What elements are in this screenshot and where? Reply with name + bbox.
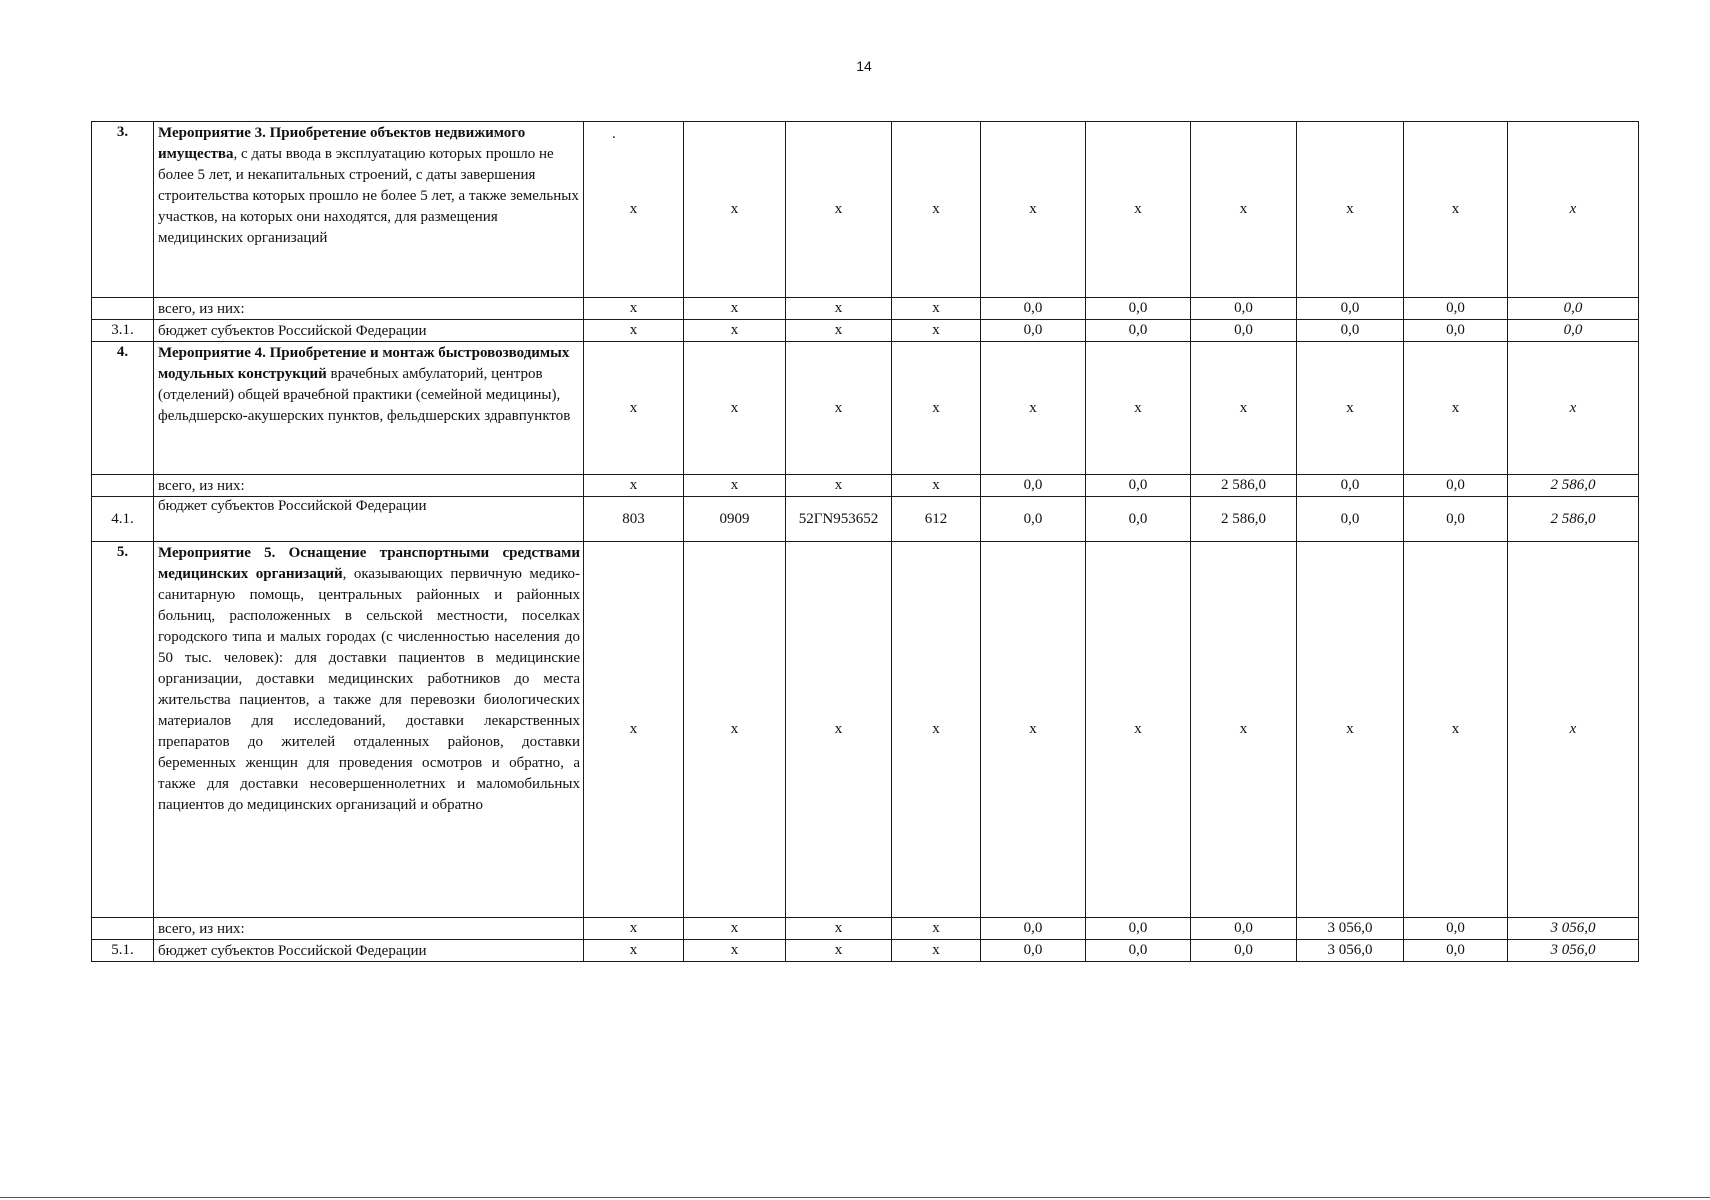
table-cell-total: x — [1508, 342, 1639, 475]
table-cell: x — [684, 542, 786, 918]
table-cell: x — [892, 342, 981, 475]
table-cell: 803 — [584, 497, 684, 542]
table-cell: x — [786, 298, 892, 320]
row-number — [92, 475, 154, 497]
table-cell-total: 3 056,0 — [1508, 940, 1639, 962]
activities-table — [91, 121, 1639, 962]
table-cell-total: x — [1508, 542, 1639, 918]
table-cell: x — [892, 122, 981, 298]
table-cell: x — [892, 918, 981, 940]
activity-text: , с даты ввода в эксплуатацию которых прошло не более 5 лет, и некапитальных строений, с даты завершения строительства которых прошло не более 5 лет, а также земельных участков, на которых они находятся, для размещения медицинских организаций — [158, 146, 579, 246]
table-cell: x — [1086, 542, 1191, 918]
table-cell: 0,0 — [981, 298, 1086, 320]
table-row-activity-4 — [92, 342, 1639, 475]
table-cell: 0,0 — [1404, 320, 1508, 342]
stray-mark: . — [612, 126, 616, 142]
table-row-total — [92, 475, 1639, 497]
table-cell: 0,0 — [1191, 918, 1297, 940]
row-number: 5.1. — [92, 940, 154, 962]
table-cell: x — [684, 122, 786, 298]
row-number: 3. — [92, 122, 154, 298]
table-cell: x — [1191, 542, 1297, 918]
table-cell: x — [786, 940, 892, 962]
table-cell: x — [584, 342, 684, 475]
table-row-budget — [92, 320, 1639, 342]
table-cell: 0,0 — [1297, 320, 1404, 342]
table-cell: x — [981, 542, 1086, 918]
table-row-budget — [92, 497, 1639, 542]
table-cell: x — [892, 542, 981, 918]
table-cell: . x — [584, 122, 684, 298]
table-cell: 0,0 — [1191, 298, 1297, 320]
row-number: 4. — [92, 342, 154, 475]
table-cell: x — [684, 940, 786, 962]
row-label: всего, из них: — [154, 475, 584, 497]
row-number: 4.1. — [92, 497, 154, 542]
table-cell: x — [1297, 122, 1404, 298]
table-cell: 0,0 — [1086, 497, 1191, 542]
table-cell: 0,0 — [1086, 320, 1191, 342]
table-row-total — [92, 918, 1639, 940]
table-cell: 0,0 — [1404, 497, 1508, 542]
row-label: всего, из них: — [154, 918, 584, 940]
table-cell: 0,0 — [1297, 497, 1404, 542]
table-cell: x — [684, 918, 786, 940]
table-row-total — [92, 298, 1639, 320]
table-cell: x — [786, 475, 892, 497]
activity-title: Мероприятие 5. Оснащение транспортными средствами медицинских организаций — [158, 545, 580, 582]
table-cell: x — [1404, 342, 1508, 475]
table-cell: 0,0 — [981, 320, 1086, 342]
table-cell: x — [1297, 342, 1404, 475]
table-cell: x — [584, 940, 684, 962]
row-number — [92, 298, 154, 320]
table-cell: 2 586,0 — [1191, 497, 1297, 542]
table-cell: 0,0 — [1297, 475, 1404, 497]
table-cell: x — [786, 342, 892, 475]
table-cell: x — [684, 342, 786, 475]
table-cell-total: 3 056,0 — [1508, 918, 1639, 940]
activity-title: Мероприятие 3. Приобретение объектов недвижимого имущества — [158, 125, 526, 162]
table-cell: 0,0 — [981, 940, 1086, 962]
activity-text: , оказывающих первичную медико-санитарную помощь, центральных районных и районных больниц, расположенных в сельской местности, поселках городского типа и малых городах (с численностью населения до 50 тыс. человек): для доставки пациентов в медицинские организации, доставки медицинских работников до места жительства пациентов, а также для перевозки биологических материалов для исследований, доставки лекарственных препаратов до жителей отдаленных районов, доставки беременных женщин для проведения осмотров и обратно, а также для доставки несовершеннолетних и маломобильных пациентов до медицинских организаций и обратно — [158, 566, 580, 813]
table-cell: x — [1191, 122, 1297, 298]
table-cell: 3 056,0 — [1297, 940, 1404, 962]
table-cell: 0,0 — [1086, 918, 1191, 940]
activity-description — [154, 122, 584, 298]
table-cell: x — [1086, 342, 1191, 475]
table-cell: 0,0 — [981, 497, 1086, 542]
table-cell: 0,0 — [1404, 940, 1508, 962]
table-cell: x — [1404, 542, 1508, 918]
table-cell: x — [584, 475, 684, 497]
table-cell: x — [584, 298, 684, 320]
activity-text: врачебных амбулаторий, центров (отделений) общей врачебной практики (семейной медицины), фельдшерско-акушерских пунктов, фельдшерских здравпунктов — [158, 366, 571, 424]
table-cell: 0909 — [684, 497, 786, 542]
row-number: 3.1. — [92, 320, 154, 342]
table-cell: x — [981, 122, 1086, 298]
table-cell: x — [892, 298, 981, 320]
table-cell: x — [584, 918, 684, 940]
table-cell: x — [981, 342, 1086, 475]
table-cell: x — [786, 918, 892, 940]
table-cell: 0,0 — [1086, 298, 1191, 320]
table-cell: 3 056,0 — [1297, 918, 1404, 940]
table-cell: x — [584, 320, 684, 342]
table-cell: 0,0 — [1404, 918, 1508, 940]
table-cell: 0,0 — [981, 918, 1086, 940]
table-cell: x — [892, 475, 981, 497]
row-label: бюджет субъектов Российской Федерации — [154, 497, 584, 542]
table-cell: x — [1404, 122, 1508, 298]
table-cell: x — [892, 940, 981, 962]
table-cell: 0,0 — [1191, 320, 1297, 342]
table-cell: x — [684, 320, 786, 342]
row-label: всего, из них: — [154, 298, 584, 320]
table-cell: x — [786, 122, 892, 298]
table-cell: 0,0 — [1404, 475, 1508, 497]
table-cell-total: 2 586,0 — [1508, 475, 1639, 497]
table-cell: 612 — [892, 497, 981, 542]
row-label: бюджет субъектов Российской Федерации — [154, 940, 584, 962]
table-cell: 0,0 — [1086, 940, 1191, 962]
page-number: 14 — [856, 58, 872, 74]
table-cell-total: x — [1508, 122, 1639, 298]
row-number — [92, 918, 154, 940]
table-cell: x — [786, 542, 892, 918]
table-cell: x — [1086, 122, 1191, 298]
scan-edge-line — [0, 1197, 1710, 1198]
table-cell: x — [892, 320, 981, 342]
table-cell: 0,0 — [1191, 940, 1297, 962]
table-cell: x — [1297, 542, 1404, 918]
activity-description — [154, 542, 584, 918]
table-cell: x — [684, 298, 786, 320]
table-row-activity-3 — [92, 122, 1639, 298]
activity-title: Мероприятие 4. Приобретение и монтаж быстровозводимых модульных конструкций — [158, 345, 570, 382]
row-number: 5. — [92, 542, 154, 918]
table-cell: 0,0 — [1404, 298, 1508, 320]
table-row-activity-5 — [92, 542, 1639, 918]
table-cell: x — [1191, 342, 1297, 475]
table-row-budget — [92, 940, 1639, 962]
table-cell-total: 2 586,0 — [1508, 497, 1639, 542]
table-cell: x — [684, 475, 786, 497]
table-cell: x — [584, 542, 684, 918]
table-cell: 0,0 — [981, 475, 1086, 497]
table-cell-total: 0,0 — [1508, 298, 1639, 320]
row-label: бюджет субъектов Российской Федерации — [154, 320, 584, 342]
table-cell: 0,0 — [1086, 475, 1191, 497]
table-cell-total: 0,0 — [1508, 320, 1639, 342]
table-cell: 0,0 — [1297, 298, 1404, 320]
activity-description — [154, 342, 584, 475]
table-cell: x — [786, 320, 892, 342]
table-cell: 52ГN953652 — [786, 497, 892, 542]
table-cell: 2 586,0 — [1191, 475, 1297, 497]
